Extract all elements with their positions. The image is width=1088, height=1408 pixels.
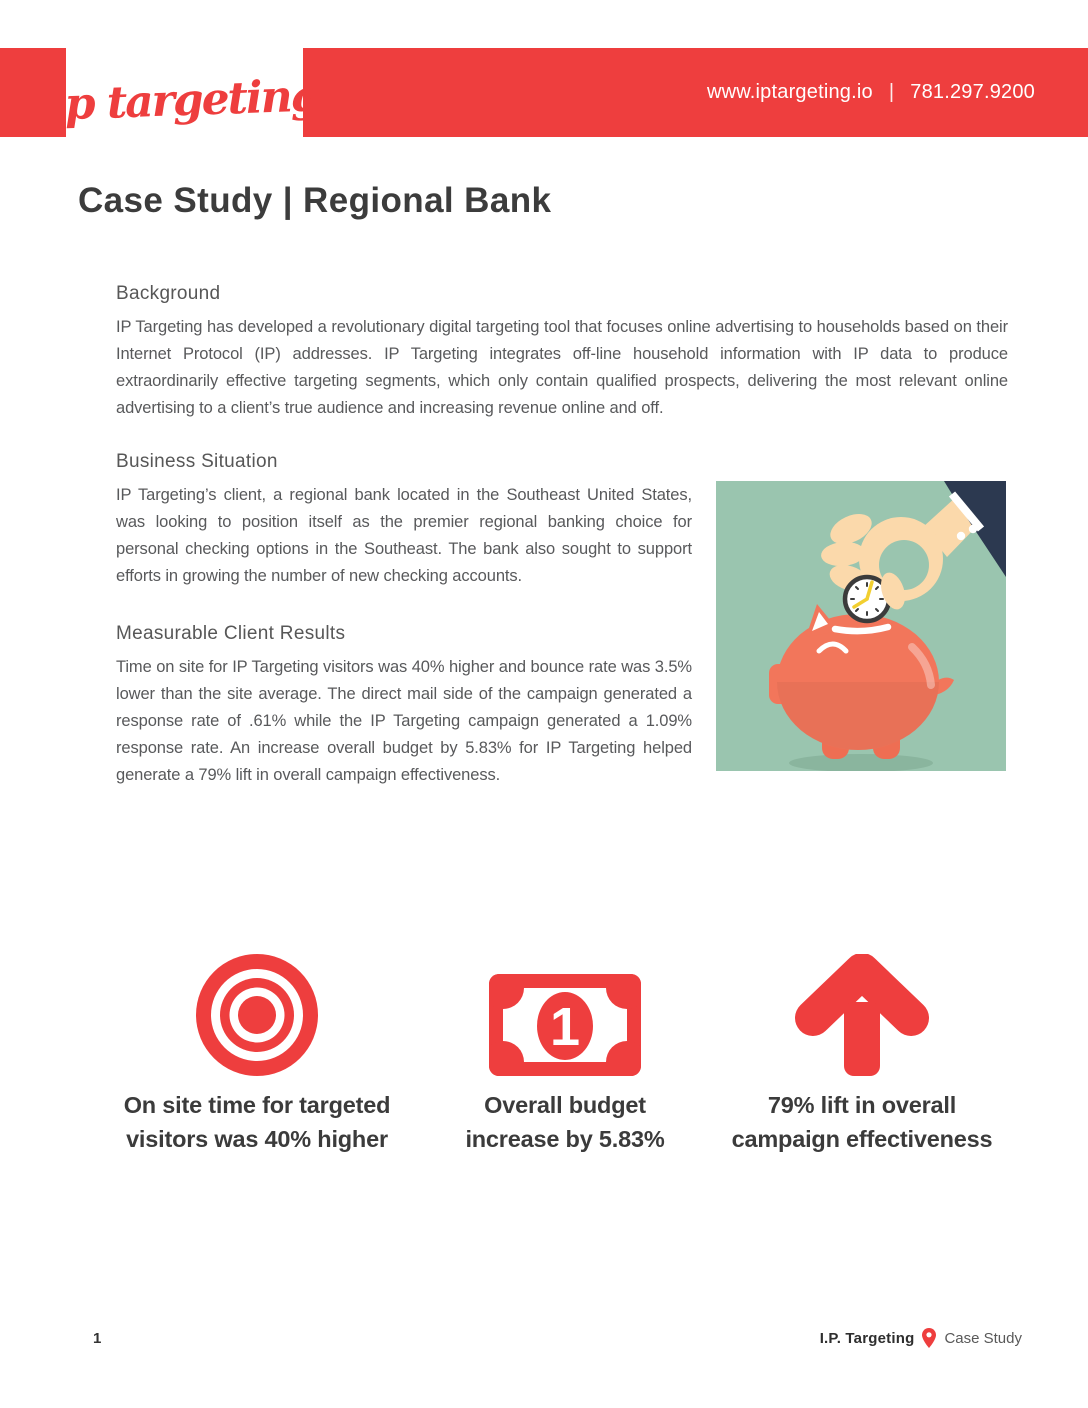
section-business-situation: [116, 451, 692, 590]
section-measurable-results: [116, 623, 692, 789]
footer-doc-type: Case Study: [944, 1329, 1022, 1347]
measurable-results-body: Time on site for IP Targeting visitors was 40% higher and bounce rate was 3.5% lower than the site average. The direct mail side of the campaign generated a response rate of .61% while the IP Targeting campaign generated a 1.09% response rate. An increase overall budget by 5.83% for IP Targeting helped generate a 79% lift in overall campaign effectiveness.: [116, 658, 692, 784]
target-icon: [196, 950, 318, 1076]
business-situation-heading: Business Situation: [116, 451, 278, 472]
footer-brand: I.P. Targeting: [819, 1329, 915, 1347]
footer-branding: [820, 1328, 1022, 1348]
stat-caption-line1: On site time for targeted: [123, 1092, 391, 1118]
piggy-bank-illustration-svg: [716, 481, 1006, 771]
stat-caption: [732, 1088, 993, 1156]
header-contact: [707, 48, 1035, 137]
background-heading: Background: [116, 283, 221, 304]
stat-caption: [124, 1088, 391, 1156]
background-body: IP Targeting has developed a revolutionary digital targeting tool that focuses online advertising to households based on their Internet Protocol (IP) addresses. IP Targeting integrates off-line household information with IP data to produce extraordinarily effective targeting segments, which only contain qualified prospects, delivering the most relevant online advertising to a client’s true audience and increasing revenue online and off.: [116, 318, 1008, 417]
bill-denomination: 1: [549, 997, 581, 1057]
stat-campaign-lift: [712, 950, 1012, 1156]
header-separator: |: [888, 81, 895, 103]
stat-caption-line1: Overall budget: [484, 1092, 646, 1118]
stat-caption-line1: 79% lift in overall: [767, 1092, 957, 1118]
stat-caption: [465, 1088, 664, 1156]
stat-budget-increase: [420, 950, 710, 1156]
phone-number: 781.297.9200: [910, 81, 1035, 103]
dollar-bill-icon: [489, 950, 641, 1076]
page-title: Case Study | Regional Bank: [78, 181, 552, 220]
stat-on-site-time: [104, 950, 410, 1156]
stat-caption-line2: visitors was 40% higher: [126, 1126, 388, 1152]
website-link[interactable]: www.iptargeting.io: [706, 81, 873, 103]
piggy-bank-illustration: [716, 481, 1006, 771]
stat-caption-line2: increase by 5.83%: [465, 1126, 665, 1152]
up-arrow-icon: [795, 950, 929, 1076]
logo-box: [49, 48, 320, 137]
page-number: 1: [93, 1330, 102, 1347]
location-pin-icon: [922, 1328, 936, 1348]
ip-targeting-logo: ip targeting: [49, 70, 320, 131]
section-background: [116, 283, 1008, 422]
stat-caption-line2: campaign effectiveness: [731, 1126, 993, 1152]
business-situation-body: IP Targeting’s client, a regional bank located in the Southeast United States, was looking to position itself as the premier regional banking choice for personal checking options in the Southeast. The bank also sought to support efforts in growing the number of new checking accounts.: [116, 486, 692, 585]
measurable-results-heading: Measurable Client Results: [116, 623, 346, 644]
